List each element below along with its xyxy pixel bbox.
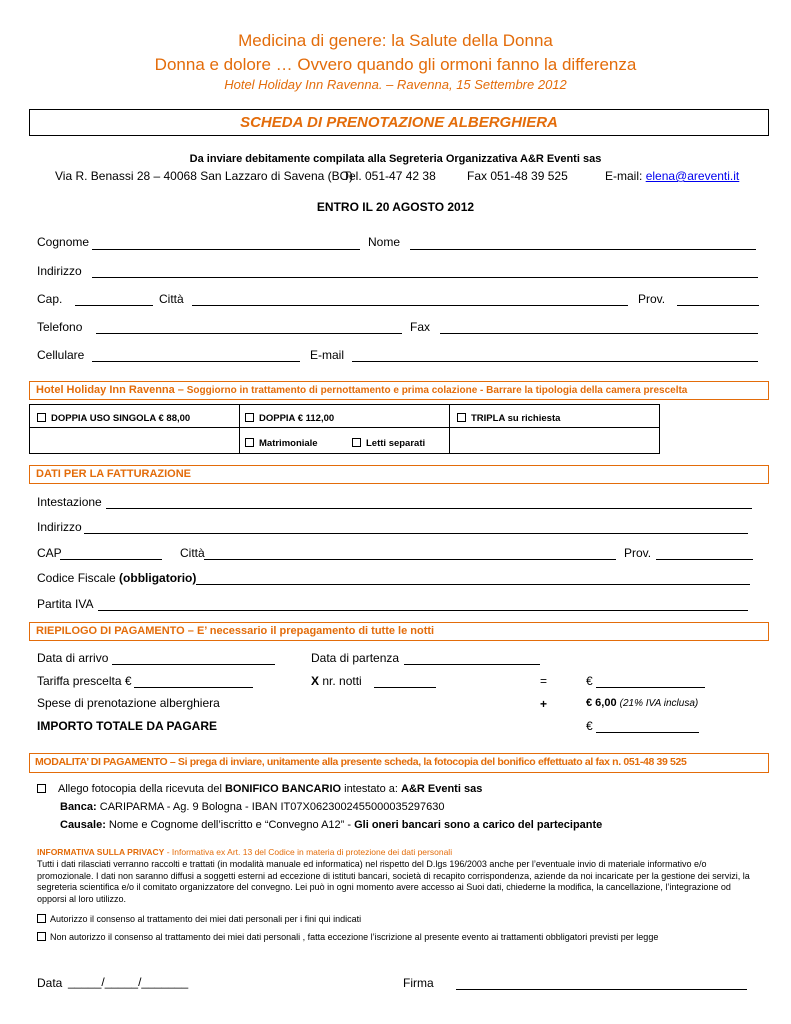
field-data-partenza[interactable] [404,664,540,665]
label-prov: Prov. [638,292,666,306]
field-billing-indirizzo[interactable] [84,533,748,534]
deadline: ENTRO IL 20 AGOSTO 2012 [316,200,475,214]
field-cognome[interactable] [92,249,360,250]
field-subtotal[interactable] [596,687,705,688]
hotel-header-text [30,382,768,399]
option-triple-label: TRIPLA su richiesta [471,413,561,424]
hotel-header-bold: Hotel Holiday Inn Ravenna – [36,384,184,396]
letti-separati-label: Letti separati [366,438,426,449]
label-email: E-mail [310,348,345,362]
field-email[interactable] [352,361,758,362]
label-nome: Nome [368,235,401,249]
privacy-title-rest: - Informativa ex Art. 13 del Codice in materia di protezione dei dati personali [164,847,453,857]
equals-sign: = [540,674,548,688]
plus-sign: + [540,697,548,711]
privacy-title [37,847,452,857]
room-divider-1 [239,404,240,454]
label-indirizzo: Indirizzo [37,264,82,278]
option-single[interactable] [37,413,190,424]
field-codice-fiscale[interactable] [196,584,750,585]
privacy-body: Tutti i dati rilasciati verranno raccolti e trattati (in modalità manuale ed informatica) nel rispetto del D.lgs 196/2003 anche per l’eventuale invio di materiale informativo e/o promozionale. I dati non saranno diffusi a soggetti esterni ad eccezione di istituti bancari, società di recapito corrispondenza, aziende da noi incaricate per la gestione dei servizi, la segreteria scientifica e/o il comitato organizzatore del convegno. Lei può in ogni momento avere accesso ai Suoi dati, chiederne la modifica, la cancellazione, l’integrazione od opporsi al loro utilizzo. [37,859,750,904]
payment-line1-mid: intestato a: [341,783,401,795]
euro-sign: € [586,674,593,688]
summary-header-text: RIEPILOGO DI PAGAMENTO – E’ necessario il prepagamento di tutte le notti [36,625,435,637]
field-billing-cap[interactable] [60,559,162,560]
consent-yes[interactable] [37,914,361,926]
banca-value: CARIPARMA - Ag. 9 Bologna - IBAN IT07X0623002455000035297630 [96,801,445,813]
label-cap: Cap. [37,292,63,306]
payment-header-text: MODALITA’ DI PAGAMENTO – Si prega di inviare, unitamente alla presente scheda, la fotocopia del bonifico effettuato al fax n. 051-48 39 525 [35,756,687,768]
payment-line1-beneficiary: A&R Eventi sas [401,783,483,795]
field-firma[interactable] [456,989,747,990]
matrimoniale-label: Matrimoniale [259,438,318,449]
field-fax[interactable] [440,333,758,334]
label-billing-indirizzo: Indirizzo [37,520,82,534]
checkbox-icon [37,914,46,923]
label-data-partenza: Data di partenza [311,651,400,665]
hotel-header-rest: Soggiorno in trattamento di pernottamento e prima colazione - Barrare la tipologia della camera prescelta [183,385,688,396]
spese-amount-block [586,697,698,709]
field-cellulare[interactable] [92,361,300,362]
checkbox-icon [352,438,361,447]
label-citta: Città [159,292,184,306]
label-intestazione: Intestazione [37,495,102,509]
form-title: SCHEDA DI PRENOTAZIONE ALBERGHIERA [240,114,558,131]
email-label: E-mail: [605,169,643,183]
field-telefono[interactable] [96,333,402,334]
title-line-1: Medicina di genere: la Salute della Donna [238,31,553,50]
field-partita-iva[interactable] [98,610,748,611]
room-divider-2 [449,404,450,454]
field-tariffa[interactable] [134,687,253,688]
option-matrimoniale[interactable] [245,438,318,449]
option-letti-separati[interactable] [352,438,425,449]
obbligatorio-text: (obbligatorio) [119,571,197,585]
label-cognome: Cognome [37,235,90,249]
option-single-label: DOPPIA USO SINGOLA € 88,00 [51,413,191,424]
banca-label: Banca: [60,801,97,813]
checkbox-icon [245,438,254,447]
spese-iva: (21% IVA inclusa) [619,698,699,709]
email-block [605,169,739,183]
title-line-2: Donna e dolore … Ovvero quando gli ormoni fanno la differenza [154,55,637,74]
label-codice-fiscale [37,571,196,585]
label-notti [311,674,362,688]
option-double-label: DOPPIA € 112,00 [259,413,335,424]
field-indirizzo[interactable] [92,277,758,278]
field-prov[interactable] [677,305,759,306]
label-billing-citta: Città [180,546,205,560]
checkbox-icon[interactable] [37,784,46,793]
billing-header-text: DATI PER LA FATTURAZIONE [36,468,192,480]
label-totale: IMPORTO TOTALE DA PAGARE [37,719,218,733]
payment-banca [60,801,444,813]
checkbox-icon [457,413,466,422]
tel: Tel. 051-47 42 38 [343,169,436,183]
field-cap[interactable] [75,305,153,306]
field-billing-prov[interactable] [656,559,753,560]
label-firma: Firma [403,976,434,990]
payment-causale [60,819,602,831]
label-tariffa: Tariffa prescelta € [37,674,132,688]
payment-line1-bonifico: BONIFICO BANCARIO [224,783,342,795]
hotel-section-header [29,381,769,400]
consent-no[interactable] [37,932,658,944]
multiply-sign: X [311,674,320,688]
summary-section-header [29,622,769,641]
field-billing-citta[interactable] [204,559,616,560]
notti-text: nr. notti [322,674,362,688]
label-cellulare: Cellulare [37,348,85,362]
consent-no-label: Non autorizzo il consenso al trattamento dei miei dati personali , fatta eccezione l’iscrizione al presente evento ai trattamenti obbligatori previsti per legge [50,932,659,942]
option-triple[interactable] [457,413,560,424]
label-billing-prov: Prov. [624,546,652,560]
room-row-divider [29,427,660,428]
label-data-arrivo: Data di arrivo [37,651,109,665]
consent-yes-label: Autorizzo il consenso al trattamento dei miei dati personali per i fini qui indicati [50,914,362,924]
billing-section-header [29,465,769,484]
field-intestazione[interactable] [106,508,752,509]
fax: Fax 051-48 39 525 [467,169,568,183]
email-link[interactable]: elena@areventi.it [645,169,740,183]
causale-note: Gli oneri bancari sono a carico del partecipante [354,819,603,831]
field-nome[interactable] [410,249,756,250]
spese-amount: € 6,00 [586,697,617,709]
option-double[interactable] [245,413,334,424]
payment-line-1 [37,783,482,795]
totale-euro-sign: € [586,719,593,733]
codice-fiscale-text: Codice Fiscale [37,571,116,585]
checkbox-icon [245,413,254,422]
payment-line1-pre: Allego fotocopia della ricevuta del [58,783,225,795]
privacy-title-bold: INFORMATIVA SULLA PRIVACY [37,847,165,857]
address: Via R. Benassi 28 – 40068 San Lazzaro di Savena (BO) [55,169,353,183]
field-citta[interactable] [192,305,628,306]
form-title-box [29,109,769,136]
checkbox-icon [37,413,46,422]
field-totale[interactable] [596,732,699,733]
payment-section-header [29,753,769,773]
label-telefono: Telefono [37,320,83,334]
send-to-line: Da inviare debitamente compilata alla Segreteria Organizzativa A&R Eventi sas [189,153,602,165]
label-spese: Spese di prenotazione alberghiera [37,696,220,710]
room-options-table [29,404,660,454]
causale-label: Causale: [60,819,106,831]
checkbox-icon [37,932,46,941]
venue-line: Hotel Holiday Inn Ravenna. – Ravenna, 15 Settembre 2012 [224,77,567,92]
label-billing-cap: CAP [37,546,62,560]
field-data[interactable]: _____/_____/_______ [68,975,189,989]
label-partita-iva: Partita IVA [37,597,94,611]
field-data-arrivo[interactable] [112,664,275,665]
label-data: Data [37,976,63,990]
field-notti[interactable] [374,687,436,688]
causale-value: Nome e Cognome dell’iscritto e “Convegno A12” - [105,819,355,831]
label-fax: Fax [410,320,431,334]
